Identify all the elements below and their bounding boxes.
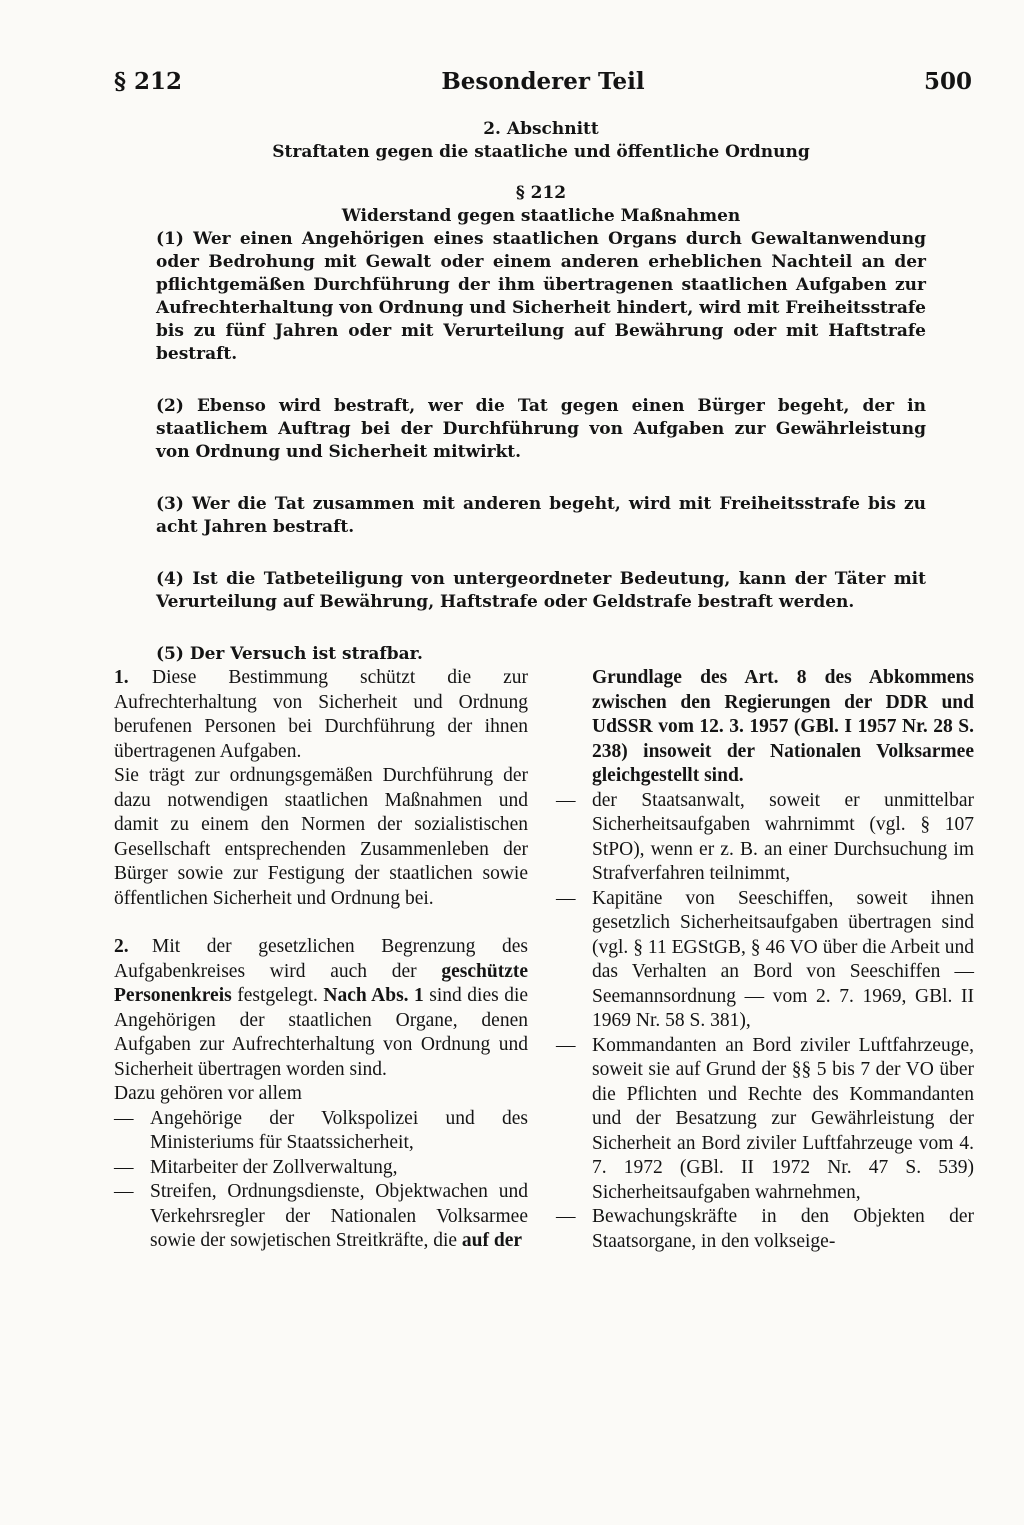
statute-paragraph-3: (3) Wer die Tat zusammen mit anderen begeht, wird mit Freiheitsstrafe bis zu acht Jahren bestraft. bbox=[156, 494, 926, 537]
dash-marker: — bbox=[556, 789, 576, 811]
commentary-left-column bbox=[114, 666, 528, 1254]
dash-marker: — bbox=[556, 887, 576, 909]
dash-marker: — bbox=[114, 1156, 134, 1178]
list-item bbox=[556, 1205, 974, 1254]
list-item-bold: auf der bbox=[461, 1230, 523, 1251]
dash-marker: — bbox=[556, 1034, 576, 1056]
note-2-text-2: festgelegt. bbox=[237, 985, 318, 1006]
header-title: Besonderer Teil bbox=[441, 68, 645, 95]
section-label: § 212 bbox=[515, 183, 567, 203]
section-title: Widerstand gegen staatliche Maßnahmen bbox=[341, 206, 741, 226]
list-intro: Dazu gehören vor allem bbox=[114, 1083, 302, 1104]
note-2-text-1: Mit der gesetzlichen Begrenzung des Aufgabenkreises wird auch der bbox=[114, 936, 528, 982]
dash-marker: — bbox=[114, 1107, 134, 1129]
note-1 bbox=[114, 666, 528, 764]
note-2 bbox=[114, 935, 528, 1082]
list-item bbox=[556, 887, 974, 1034]
statute-paragraph-4: (4) Ist die Tatbeteiligung von untergeordneter Bedeutung, kann der Täter mit Verurteilung auf Bewährung, Haftstrafe oder Geldstrafe bestraft werden. bbox=[156, 569, 926, 612]
note-2-number: 2. bbox=[114, 936, 129, 957]
list-item-text: der Staatsanwalt, soweit er unmittelbar Sicherheitsaufgaben wahrnimmt (vgl. § 107 StPO), wenn er z. B. an einer Durchsuchung im Strafverfahren teilnimmt, bbox=[592, 789, 974, 884]
header-section: § 212 bbox=[114, 68, 183, 95]
running-header bbox=[114, 68, 972, 104]
note-2-text-3: sind dies die Angehörigen der staatlichen Organe, denen Aufgaben zur Aufrechterhaltung von Ordnung und Sicherheit übertragen worden sind. bbox=[114, 985, 529, 1080]
statute-text bbox=[156, 118, 926, 666]
list-item-text: Bewachungskräfte in den Objekten der Staatsorgane, in den volkseige- bbox=[592, 1206, 974, 1252]
note-1-number: 1. bbox=[114, 667, 129, 688]
note-2-bold-1: geschützte Personenkreis bbox=[114, 960, 528, 1006]
list-item-text: Kommandanten an Bord ziviler Luftfahrzeuge, soweit sie auf Grund der §§ 5 bis 7 der VO über die Pflichten und Rechte des Kommandanten und der Besatzung zur Gewährleistung der Sicherheit an Bord ziviler Luftfahrzeuge vom 4. 7. 1972 (GBl. II 1972 Nr. 47 S. 539) Sicherheitsaufgaben wahrnehmen, bbox=[592, 1034, 974, 1203]
note-1-text-a: Diese Bestimmung schützt die zur Aufrechterhaltung von Sicherheit und Ordnung berufenen Personen bei Durchführung der ihnen übertragenen Aufgaben. bbox=[114, 667, 528, 762]
list-item-text: Angehörige der Volkspolizei und des Ministeriums für Staatssicherheit, bbox=[150, 1107, 528, 1153]
list-item-continuation: Grundlage des Art. 8 des Abkommens zwischen den Regierungen der DDR und UdSSR vom 12. 3. 1957 (GBl. I 1957 Nr. 28 S. 238) insoweit der Nationalen Volksarmee gleichgestellt sind. bbox=[592, 667, 974, 786]
list-item-text: Kapitäne von Seeschiffen, soweit ihnen gesetzlich Sicherheitsaufgaben übertragen sind (vgl. § 11 EGStGB, § 46 VO über die Arbeit und das Verhalten an Bord von Seeschiffen — Seemannsordnung — vom 2. 7. 1969, GBl. II 1969 Nr. 58 S. 381), bbox=[592, 887, 974, 1031]
list-item bbox=[114, 1156, 528, 1181]
list-item-text: Streifen, Ordnungsdienste, Objektwachen und Verkehrsregler der Nationalen Volksarmee sowie der sowjetischen Streitkräfte, die bbox=[150, 1181, 528, 1251]
page-number: 500 bbox=[923, 68, 972, 95]
chapter-title: Straftaten gegen die staatliche und öffentliche Ordnung bbox=[272, 142, 810, 162]
note-2-bold-2: Nach Abs. 1 bbox=[323, 985, 424, 1006]
chapter-heading bbox=[156, 118, 926, 164]
list-item bbox=[114, 1180, 528, 1254]
list-item bbox=[556, 789, 974, 887]
statute-paragraph-5: (5) Der Versuch ist strafbar. bbox=[156, 644, 423, 664]
list-item bbox=[556, 1034, 974, 1206]
commentary-right-column bbox=[556, 666, 974, 1254]
list-item bbox=[114, 1107, 528, 1156]
chapter-label: 2. Abschnitt bbox=[483, 119, 599, 139]
dash-marker: — bbox=[556, 1206, 576, 1227]
statute-paragraph-2: (2) Ebenso wird bestraft, wer die Tat gegen einen Bürger begeht, der in staatlichem Auftrag bei der Durchführung von Aufgaben zur Gewährleistung von Ordnung und Sicherheit mitwirkt. bbox=[156, 396, 926, 462]
dash-marker: — bbox=[114, 1181, 134, 1202]
list-item-text: Mitarbeiter der Zollverwaltung, bbox=[150, 1156, 398, 1178]
statute-paragraph-1: (1) Wer einen Angehörigen eines staatlichen Organs durch Gewaltanwendung oder Bedrohung mit Gewalt oder einem anderen erheblichen Nachteil an der pflichtgemäßen Durchführung der ihm übertragenen staatlichen Aufgaben zur Aufrechterhaltung von Ordnung und Sicherheit hindert, wird mit Freiheitsstrafe bis zu fünf Jahren oder mit Verurteilung auf Bewährung oder mit Haftstrafe bestraft. bbox=[156, 229, 926, 364]
note-1-continuation: Sie trägt zur ordnungsgemäßen Durchführung der dazu notwendigen staatlichen Maßnahmen und damit zu einem den Normen der sozialistischen Gesellschaft entsprechenden Zusammenleben der Bürger sowie zur Festigung der staatlichen sowie öffentlichen Sicherheit und Ordnung bei. bbox=[114, 765, 528, 909]
